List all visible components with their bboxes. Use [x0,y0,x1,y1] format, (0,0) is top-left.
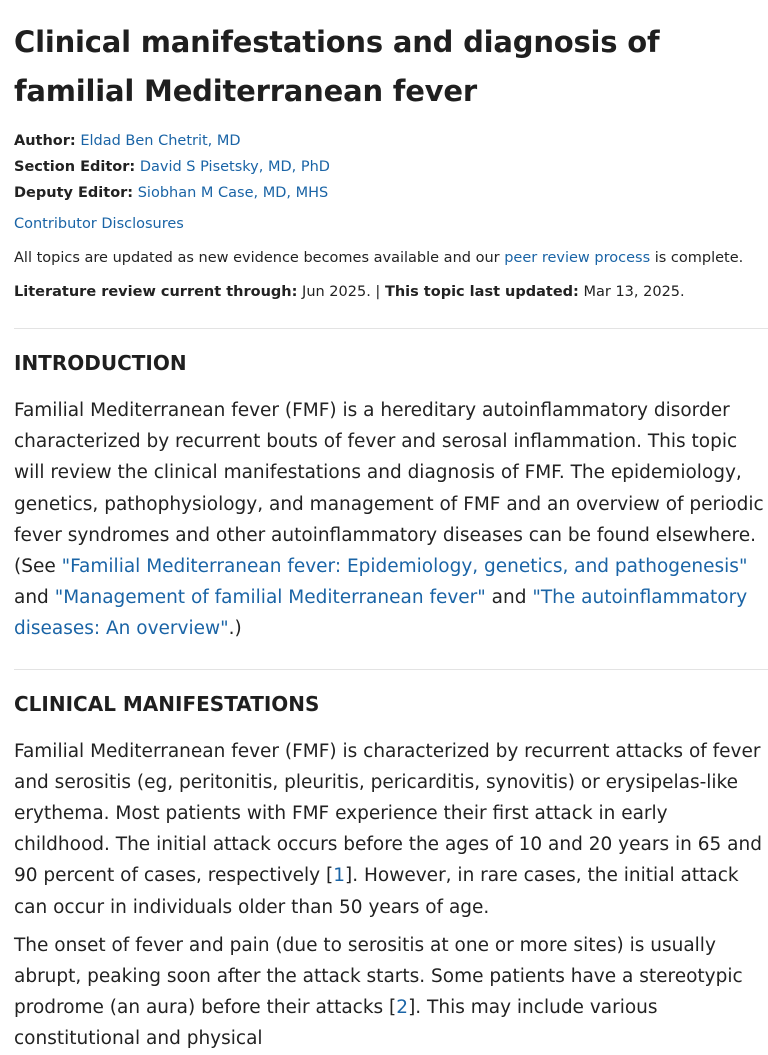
contributor-disclosures-link[interactable]: Contributor Disclosures [14,216,184,232]
author-label: Author: [14,133,76,149]
section-editor-link[interactable]: David S Pisetsky, MD, PhD [139,159,330,175]
introduction-heading: INTRODUCTION [14,351,187,375]
literature-review-value: Jun 2025. | [297,284,385,300]
divider [14,669,768,670]
last-updated-value: Mar 13, 2025. [578,284,685,300]
divider [14,328,768,329]
clinical-text: Familial Mediterranean fever (FMF) is characterized by recurrent attacks of fever and serositis (eg, peritonitis, pleuritis, pericarditis, synovitis) or erysipelas-like erythema. Most patients with FMF experience their first attack in early childhood. The initial attack occurs before the ages of 10 and 20 years in 65 and 90 percent of cases, respectively [ [14,740,762,887]
fmf-epidemiology-link[interactable]: "Familial Mediterranean fever: Epidemiology, genetics, and pathogenesis" [61,556,748,578]
section-editor-label: Section Editor: [14,159,136,175]
reference-link-1[interactable]: 1 [333,865,346,887]
literature-review-label: Literature review current through: [14,284,298,300]
deputy-editor-link[interactable]: Siobhan M Case, MD, MHS [137,185,329,201]
clinical-paragraph-2 [14,930,768,1055]
autoinflammatory-overview-link[interactable]: "The autoinflammatory diseases: An overview" [14,587,748,640]
intro-text: and [14,587,55,609]
peer-review-process-link[interactable]: peer review process [504,250,651,266]
deputy-editor-row [14,180,768,206]
author-link[interactable]: Eldad Ben Chetrit, MD [80,133,241,149]
author-row [14,128,768,154]
clinical-text: ]. However, in rare cases, the initial attack can occur in individuals older than 50 years of age. [14,865,739,918]
fmf-management-link[interactable]: "Management of familial Mediterranean fever" [54,587,486,609]
reference-link-2[interactable]: 2 [396,997,409,1019]
update-notice [14,246,768,270]
notice-text-before: All topics are updated as new evidence becomes available and our [14,250,505,266]
last-updated-label: This topic last updated: [384,284,579,300]
section-editor-row [14,154,768,180]
clinical-manifestations-heading: CLINICAL MANIFESTATIONS [14,691,320,716]
review-dates [14,280,768,304]
clinical-text: ]. This may include various constitutional and physical [14,997,658,1050]
deputy-editor-label: Deputy Editor: [14,185,134,201]
introduction-paragraph [14,395,768,645]
page-title: Clinical manifestations and diagnosis of familial Mediterranean fever [14,25,660,108]
clinical-text: The onset of fever and pain (due to serositis at one or more sites) is usually abrupt, peaking soon after the attack starts. Some patients have a stereotypic prodrome (an aura) before their attacks [ [14,934,743,1019]
intro-text: Familial Mediterranean fever (FMF) is a hereditary autoinflammatory disorder characterized by recurrent bouts of fever and serosal inflammation. This topic will review the clinical manifestations and diagnosis of FMF. The epidemiology, genetics, pathophysiology, and management of FMF and an overview of periodic fever syndromes and other autoinflammatory diseases can be found elsewhere. (See [14,400,764,578]
author-block [14,128,768,206]
notice-text-after: is complete. [650,250,744,266]
intro-text: .) [228,618,242,640]
clinical-paragraph-1 [14,736,768,923]
intro-text: and [485,587,533,609]
